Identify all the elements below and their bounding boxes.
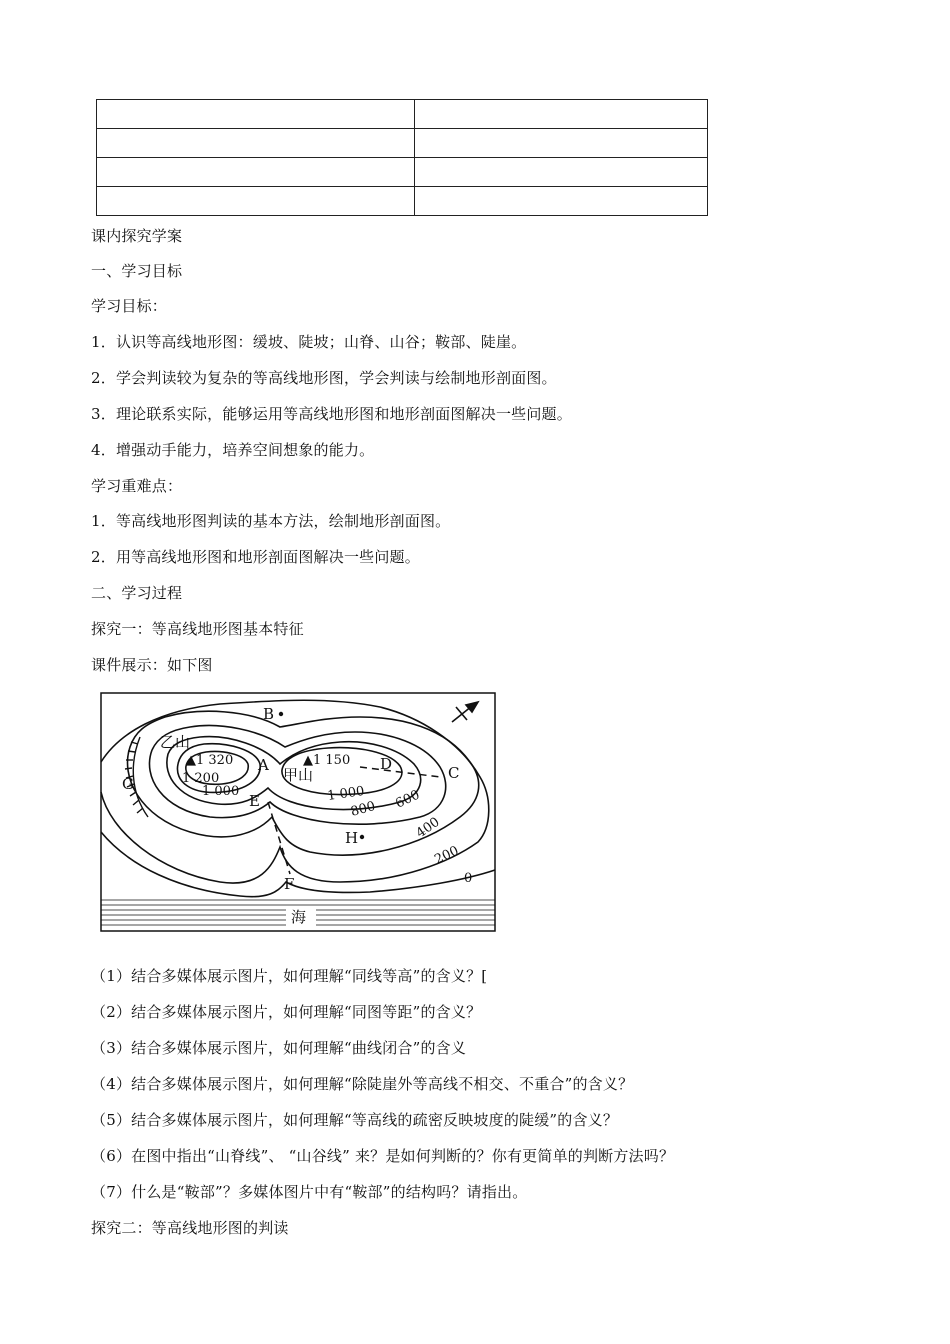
courseware-caption: 课件展示：如下图 xyxy=(91,656,213,674)
table-cell xyxy=(415,129,708,158)
question-item: （6）在图中指出“山脊线”、 “山谷线” 来？是如何判断的？你有更简单的判断方法吗？ xyxy=(91,1147,675,1165)
table-cell xyxy=(415,158,708,187)
contour-map xyxy=(100,692,496,932)
objective-item: 2．学会判读较为复杂的等高线地形图，学会判读与绘制地形剖面图。 xyxy=(91,369,557,387)
label-contour-600: 600 xyxy=(393,787,423,812)
table-row xyxy=(97,187,708,216)
point-b-dot xyxy=(279,712,283,716)
label-d: D xyxy=(380,755,393,773)
label-e: E xyxy=(249,792,260,810)
section-heading: 课内探究学案 xyxy=(91,227,183,245)
label-contour-800: 800 xyxy=(349,798,378,820)
table-cell xyxy=(97,187,415,216)
label-contour-200: 200 xyxy=(432,843,462,868)
inquiry-heading: 探究二：等高线地形图的判读 xyxy=(91,1219,289,1237)
objective-item: 4．增强动手能力，培养空间想象的能力。 xyxy=(91,441,375,459)
question-item: （5）结合多媒体展示图片，如何理解“等高线的疏密反映坡度的陡缓”的含义？ xyxy=(91,1111,619,1129)
difficulty-item: 1．等高线地形图判读的基本方法，绘制地形剖面图。 xyxy=(91,512,451,530)
label-f: F xyxy=(284,875,295,893)
label-b: B xyxy=(263,705,275,723)
table-cell xyxy=(97,158,415,187)
label-contour-1200: 1 200 xyxy=(182,771,220,786)
section-heading: 一、学习目标 xyxy=(91,262,183,280)
table-cell xyxy=(415,100,708,129)
question-item: （1）结合多媒体展示图片，如何理解“同线等高”的含义？[ xyxy=(91,967,488,985)
label-c: C xyxy=(448,764,460,782)
table-row xyxy=(97,158,708,187)
blank-table xyxy=(96,99,708,216)
label-peak-1320: ▲1 320 xyxy=(186,753,234,768)
point-h-dot xyxy=(360,835,364,839)
label-contour-1000-left: 1 000 xyxy=(202,784,240,799)
table-row xyxy=(97,129,708,158)
label-yi-shan: 乙山 xyxy=(160,733,191,751)
inquiry-heading: 探究一：等高线地形图基本特征 xyxy=(91,620,304,638)
label-contour-0: 0 xyxy=(464,871,473,886)
subheading: 学习重难点： xyxy=(91,477,183,495)
label-contour-400: 400 xyxy=(413,814,443,842)
objective-item: 1．认识等高线地形图：缓坡、陡坡；山脊、山谷；鞍部、陡崖。 xyxy=(91,333,527,351)
label-g: G xyxy=(122,775,134,793)
question-item: （4）结合多媒体展示图片，如何理解“除陡崖外等高线不相交、不重合”的含义？ xyxy=(91,1075,634,1093)
table-cell xyxy=(415,187,708,216)
label-sea: 海 xyxy=(291,908,307,926)
label-h: H xyxy=(345,829,359,847)
question-item: （2）结合多媒体展示图片，如何理解“同图等距”的含义？ xyxy=(91,1003,482,1021)
label-contour-1000-right: 1 000 xyxy=(326,783,366,804)
table-row xyxy=(97,100,708,129)
question-item: （3）结合多媒体展示图片，如何理解“曲线闭合”的含义 xyxy=(91,1039,467,1057)
table-cell xyxy=(97,129,415,158)
objective-item: 3．理论联系实际，能够运用等高线地形图和地形剖面图解决一些问题。 xyxy=(91,405,572,423)
question-item: （7）什么是“鞍部”？多媒体图片中有“鞍部”的结构吗？请指出。 xyxy=(91,1183,528,1201)
section-heading: 二、学习过程 xyxy=(91,584,183,602)
difficulty-item: 2．用等高线地形图和地形剖面图解决一些问题。 xyxy=(91,548,420,566)
label-peak-1150: ▲1 150 xyxy=(303,753,351,768)
label-jia-shan: 甲山 xyxy=(283,766,314,784)
label-a: A xyxy=(258,756,269,774)
table-cell xyxy=(97,100,415,129)
subheading: 学习目标： xyxy=(91,297,168,315)
